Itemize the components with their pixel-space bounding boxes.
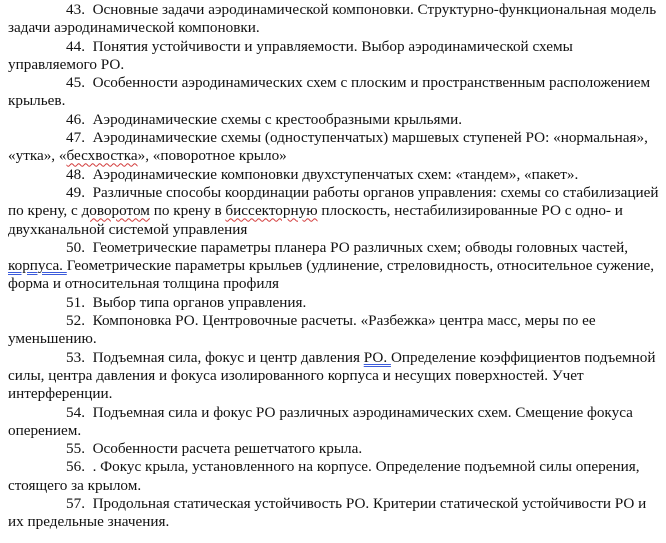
spellcheck-word[interactable]: доворотом — [81, 202, 150, 220]
item-text: Подъемная сила и фокус РО различных аэродинамических схем. Смещение фокуса оперением. — [8, 403, 633, 439]
list-item — [8, 38, 660, 75]
item-text: Геометрические параметры планера РО различных схем; обводы головных частей, — [92, 238, 629, 256]
list-item — [8, 1, 660, 38]
item-text: Понятия устойчивости и управляемости. Выбор аэродинамической схемы управляемого РО. — [8, 37, 573, 73]
list-item — [8, 294, 660, 312]
list-item — [8, 440, 660, 458]
item-text: . Фокус крыла, установленного на корпусе. Определение подъемной силы оперения, стоящего за крылом. — [8, 458, 640, 494]
item-number: 56. — [66, 458, 85, 476]
item-text: Особенности расчета решетчатого крыла. — [92, 440, 363, 458]
grammar-check-word[interactable]: корпуса. — [8, 257, 67, 275]
item-number: 52. — [66, 312, 85, 330]
list-item — [8, 458, 660, 495]
item-text: плоскость, нестабилизированные РО с одно- и двухканальной системой управления — [8, 202, 623, 238]
list-item — [8, 111, 660, 129]
item-number: 53. — [66, 348, 85, 366]
item-number: 57. — [66, 495, 85, 513]
item-text: Геометрические параметры крыльев (удлинение, стреловидность, относительное сужение, форма и относительная толщина профиля — [8, 257, 655, 293]
list-item — [8, 349, 660, 404]
list-item — [8, 239, 660, 294]
item-text: Определение коэффициентов подъемной силы, центра давления и фокуса изолированного корпуса и несущих поверхностей. Учет интерференции. — [8, 348, 656, 403]
item-text: Различные способы координации работы органов управления: схемы со стабилизацией по крену, с — [8, 183, 659, 220]
item-number: 47. — [66, 129, 85, 147]
item-number: 44. — [66, 37, 85, 55]
item-text: Основные задачи аэродинамической компоновки. Структурно-функциональная модель задачи аэродинамической компоновки. — [8, 1, 657, 37]
item-text: Компоновка РО. Центровочные расчеты. «Разбежка» центра масс, меры по ее уменьшению. — [8, 312, 596, 348]
item-text: Продольная статическая устойчивость РО. Критерии статической устойчивости РО и их предельные значения. — [8, 495, 647, 531]
list-item — [8, 312, 660, 349]
grammar-check-word[interactable]: РО. — [363, 348, 391, 366]
item-text: Аэродинамические схемы (одноступенчатых) маршевых ступеней РО: «нормальная», «утка», « — [8, 129, 648, 165]
item-number: 43. — [66, 1, 85, 18]
list-item — [8, 129, 660, 166]
item-number: 54. — [66, 403, 85, 421]
item-text: Аэродинамические схемы с крестообразными крыльями. — [92, 110, 463, 128]
item-number: 55. — [66, 440, 85, 458]
list-item — [8, 184, 660, 239]
list-item — [8, 166, 660, 184]
item-number: 45. — [66, 74, 85, 92]
item-text: Выбор типа органов управления. — [92, 293, 307, 311]
list-item — [8, 495, 660, 532]
spellcheck-word[interactable]: бесхвостка — [66, 147, 138, 165]
item-number: 49. — [66, 183, 85, 201]
item-number: 48. — [66, 165, 85, 183]
item-text: », «поворотное крыло» — [137, 147, 287, 165]
item-text: Особенности аэродинамических схем с плоским и пространственным расположением крыльев. — [8, 74, 651, 110]
item-text: по крену в — [149, 202, 226, 220]
item-number: 50. — [66, 238, 85, 256]
list-item — [8, 74, 660, 111]
item-number: 51. — [66, 293, 85, 311]
document-body — [8, 1, 660, 532]
item-text: Подъемная сила, фокус и центр давления — [92, 348, 364, 366]
spellcheck-word[interactable]: биссекторную — [225, 202, 318, 220]
item-text: Аэродинамические компоновки двухступенчатых схем: «тандем», «пакет». — [92, 165, 579, 183]
list-item — [8, 404, 660, 441]
item-number: 46. — [66, 110, 85, 128]
